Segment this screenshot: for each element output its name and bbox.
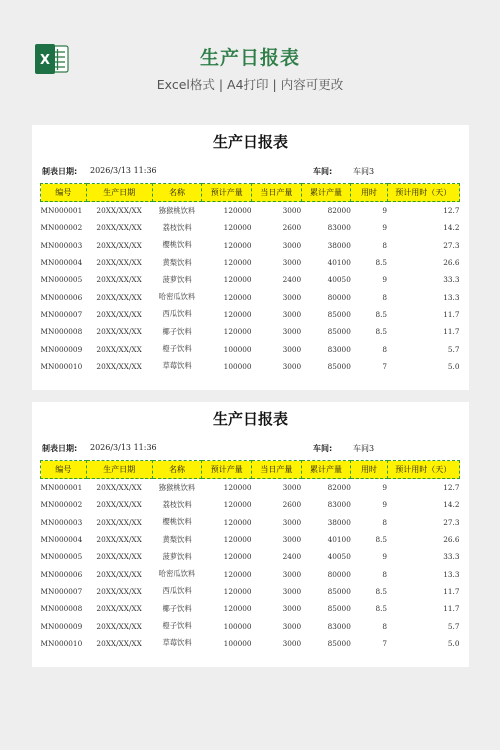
table-row [41, 531, 460, 548]
date-label: 制表日期: [42, 444, 78, 453]
table-row [41, 306, 460, 323]
cell-date: 20XX/XX/XX [96, 344, 142, 354]
cell-cumulative: 83000 [327, 344, 351, 354]
cell-planned: 120000 [223, 206, 252, 216]
cell-planned: 120000 [223, 240, 252, 250]
cell-est-days: 26.6 [443, 535, 460, 545]
cell-est-days: 33.3 [443, 275, 460, 285]
table-row [41, 548, 460, 565]
cell-date: 20XX/XX/XX [96, 638, 142, 648]
table-row [41, 271, 460, 288]
cell-time: 7 [382, 361, 388, 371]
cell-date: 20XX/XX/XX [96, 500, 142, 510]
cell-daily: 3000 [282, 258, 302, 268]
cell-daily: 3000 [282, 621, 302, 631]
sheet-title: 生产日报表 [212, 133, 288, 151]
date-label: 制表日期: [42, 167, 78, 176]
cell-time: 9 [382, 275, 388, 285]
cell-est-days: 12.7 [443, 206, 460, 216]
cell-id: MN000001 [40, 483, 83, 493]
column-header: 编号 [41, 184, 87, 202]
column-header: 用时 [351, 461, 387, 479]
cell-date: 20XX/XX/XX [96, 586, 142, 596]
workshop-value: 车间3 [353, 167, 375, 176]
cell-time: 8 [382, 292, 388, 302]
cell-time: 9 [382, 206, 388, 216]
cell-time: 8.5 [375, 604, 388, 614]
cell-daily: 3000 [282, 604, 302, 614]
report-sheet-preview [32, 402, 469, 667]
cell-time: 8 [382, 569, 388, 579]
table-row [41, 219, 460, 236]
cell-daily: 3000 [282, 361, 302, 371]
cell-name: 西瓜饮料 [162, 586, 192, 596]
cell-date: 20XX/XX/XX [96, 569, 142, 579]
cell-name: 猕猴桃饮料 [158, 482, 196, 492]
cell-planned: 120000 [223, 586, 252, 596]
cell-time: 9 [382, 552, 388, 562]
cell-time: 8.5 [375, 535, 388, 545]
table-row [41, 358, 460, 375]
cell-cumulative: 82000 [327, 206, 351, 216]
column-header: 用时 [351, 184, 387, 202]
table-row [41, 479, 460, 497]
column-header: 名称 [152, 184, 202, 202]
cell-time: 8 [382, 344, 388, 354]
cell-time: 8.5 [375, 586, 388, 596]
cell-planned: 120000 [223, 569, 252, 579]
cell-est-days: 13.3 [443, 292, 460, 302]
column-header: 生产日期 [86, 184, 152, 202]
table-row [41, 237, 460, 254]
table-row [41, 254, 460, 271]
excel-logo-letter: X [39, 53, 51, 68]
report-sheet-preview [32, 125, 469, 390]
cell-est-days: 11.7 [443, 586, 460, 596]
cell-time: 8 [382, 621, 388, 631]
cell-planned: 120000 [223, 500, 252, 510]
column-header: 编号 [41, 461, 87, 479]
cell-name: 荔枝饮料 [162, 222, 192, 232]
cell-name: 哈密瓜饮料 [158, 569, 196, 579]
cell-est-days: 11.7 [443, 309, 460, 319]
cell-time: 8.5 [375, 327, 388, 337]
cell-date: 20XX/XX/XX [96, 309, 142, 319]
cell-id: MN000004 [40, 258, 83, 268]
page-subtitle: Excel格式 | A4打印 | 内容可更改 [156, 77, 344, 92]
cell-est-days: 14.2 [443, 500, 460, 510]
cell-daily: 3000 [282, 586, 302, 596]
cell-planned: 120000 [223, 292, 252, 302]
column-header: 预计产量 [202, 184, 252, 202]
table-header-row [41, 461, 460, 479]
cell-daily: 3000 [282, 309, 302, 319]
column-header: 预计产量 [202, 461, 252, 479]
cell-name: 菠萝饮料 [162, 274, 192, 284]
cell-est-days: 13.3 [443, 569, 460, 579]
column-header: 当日产量 [252, 461, 302, 479]
cell-planned: 100000 [223, 621, 252, 631]
cell-time: 7 [382, 638, 388, 648]
cell-id: MN000003 [40, 240, 83, 250]
column-header: 名称 [152, 461, 202, 479]
cell-id: MN000008 [40, 327, 83, 337]
cell-time: 9 [382, 223, 388, 233]
cell-name: 哈密瓜饮料 [158, 292, 196, 302]
cell-cumulative: 85000 [327, 604, 351, 614]
cell-id: MN000007 [40, 309, 83, 319]
cell-cumulative: 85000 [327, 361, 351, 371]
cell-name: 椰子饮料 [162, 603, 192, 613]
cell-daily: 3000 [282, 517, 302, 527]
cell-est-days: 5.0 [447, 361, 460, 371]
cell-planned: 100000 [223, 638, 252, 648]
cell-planned: 120000 [223, 604, 252, 614]
cell-cumulative: 85000 [327, 638, 351, 648]
table-row [41, 288, 460, 305]
column-header: 预计用时（天） [387, 184, 459, 202]
cell-planned: 100000 [223, 361, 252, 371]
cell-id: MN000010 [40, 638, 83, 648]
cell-est-days: 14.2 [443, 223, 460, 233]
cell-name: 荔枝饮料 [162, 499, 192, 509]
table-header-row [41, 184, 460, 202]
cell-cumulative: 85000 [327, 327, 351, 337]
cell-est-days: 12.7 [443, 483, 460, 493]
cell-est-days: 33.3 [443, 552, 460, 562]
cell-time: 8 [382, 240, 388, 250]
cell-daily: 2600 [282, 223, 302, 233]
cell-date: 20XX/XX/XX [96, 361, 142, 371]
cell-date: 20XX/XX/XX [96, 275, 142, 285]
cell-planned: 120000 [223, 483, 252, 493]
date-value: 2026/3/13 11:36 [90, 166, 157, 175]
cell-planned: 120000 [223, 327, 252, 337]
cell-planned: 100000 [223, 344, 252, 354]
cell-daily: 3000 [282, 292, 302, 302]
cell-planned: 120000 [223, 552, 252, 562]
cell-id: MN000001 [40, 206, 83, 216]
cell-date: 20XX/XX/XX [96, 552, 142, 562]
cell-name: 橙子饮料 [162, 621, 192, 631]
cell-name: 樱桃饮料 [162, 240, 192, 250]
cell-daily: 2400 [282, 275, 302, 285]
cell-planned: 120000 [223, 535, 252, 545]
cell-cumulative: 40050 [327, 275, 351, 285]
cell-cumulative: 82000 [327, 483, 351, 493]
cell-name: 黄梨饮料 [162, 534, 192, 544]
table-row [41, 600, 460, 617]
cell-cumulative: 40050 [327, 552, 351, 562]
cell-est-days: 5.7 [447, 344, 460, 354]
cell-cumulative: 83000 [327, 500, 351, 510]
date-value: 2026/3/13 11:36 [90, 443, 157, 452]
cell-cumulative: 83000 [327, 223, 351, 233]
cell-name: 菠萝饮料 [162, 551, 192, 561]
cell-name: 樱桃饮料 [162, 517, 192, 527]
cell-id: MN000005 [40, 552, 83, 562]
cell-est-days: 5.0 [447, 638, 460, 648]
cell-cumulative: 40100 [327, 535, 351, 545]
cell-id: MN000006 [40, 569, 83, 579]
workshop-value: 车间3 [353, 444, 375, 453]
cell-cumulative: 38000 [327, 517, 351, 527]
cell-name: 橙子饮料 [162, 344, 192, 354]
table-row [41, 635, 460, 652]
cell-id: MN000008 [40, 604, 83, 614]
cell-name: 椰子饮料 [162, 326, 192, 336]
cell-time: 9 [382, 500, 388, 510]
table-row [41, 496, 460, 513]
cell-time: 8.5 [375, 258, 388, 268]
cell-planned: 120000 [223, 223, 252, 233]
sheet-title: 生产日报表 [212, 410, 288, 428]
cell-planned: 120000 [223, 275, 252, 285]
cell-cumulative: 80000 [327, 292, 351, 302]
cell-date: 20XX/XX/XX [96, 535, 142, 545]
cell-daily: 2600 [282, 500, 302, 510]
cell-name: 西瓜饮料 [162, 309, 192, 319]
table-row [41, 514, 460, 531]
cell-date: 20XX/XX/XX [96, 483, 142, 493]
table-row [41, 323, 460, 340]
table-row [41, 565, 460, 582]
cell-cumulative: 80000 [327, 569, 351, 579]
cell-id: MN000009 [40, 621, 83, 631]
cell-date: 20XX/XX/XX [96, 292, 142, 302]
table-row [41, 583, 460, 600]
cell-est-days: 26.6 [443, 258, 460, 268]
cell-name: 草莓饮料 [162, 361, 192, 371]
cell-cumulative: 85000 [327, 309, 351, 319]
cell-id: MN000005 [40, 275, 83, 285]
cell-date: 20XX/XX/XX [96, 621, 142, 631]
column-header: 生产日期 [86, 461, 152, 479]
cell-date: 20XX/XX/XX [96, 327, 142, 337]
page-title: 生产日报表 [199, 47, 300, 69]
cell-planned: 120000 [223, 309, 252, 319]
cell-cumulative: 85000 [327, 586, 351, 596]
cell-id: MN000002 [40, 223, 83, 233]
cell-time: 8.5 [375, 309, 388, 319]
cell-date: 20XX/XX/XX [96, 223, 142, 233]
cell-date: 20XX/XX/XX [96, 206, 142, 216]
cell-planned: 120000 [223, 517, 252, 527]
column-header: 累计产量 [301, 461, 351, 479]
cell-date: 20XX/XX/XX [96, 517, 142, 527]
table-row [41, 617, 460, 634]
cell-date: 20XX/XX/XX [96, 240, 142, 250]
cell-id: MN000004 [40, 535, 83, 545]
cell-cumulative: 38000 [327, 240, 351, 250]
production-table [40, 460, 460, 652]
cell-est-days: 11.7 [443, 327, 460, 337]
cell-daily: 3000 [282, 569, 302, 579]
cell-daily: 3000 [282, 206, 302, 216]
cell-daily: 2400 [282, 552, 302, 562]
cell-id: MN000010 [40, 361, 83, 371]
cell-name: 黄梨饮料 [162, 257, 192, 267]
cell-date: 20XX/XX/XX [96, 604, 142, 614]
column-header: 累计产量 [301, 184, 351, 202]
cell-est-days: 27.3 [443, 240, 460, 250]
cell-est-days: 27.3 [443, 517, 460, 527]
column-header: 预计用时（天） [387, 461, 459, 479]
cell-est-days: 11.7 [443, 604, 460, 614]
cell-name: 草莓饮料 [162, 638, 192, 648]
cell-daily: 3000 [282, 240, 302, 250]
cell-time: 8 [382, 517, 388, 527]
cell-cumulative: 83000 [327, 621, 351, 631]
cell-planned: 120000 [223, 258, 252, 268]
workshop-label: 车间: [313, 167, 333, 176]
workshop-label: 车间: [313, 444, 333, 453]
cell-time: 9 [382, 483, 388, 493]
cell-date: 20XX/XX/XX [96, 258, 142, 268]
cell-id: MN000006 [40, 292, 83, 302]
cell-daily: 3000 [282, 638, 302, 648]
cell-id: MN000002 [40, 500, 83, 510]
column-header: 当日产量 [252, 184, 302, 202]
cell-cumulative: 40100 [327, 258, 351, 268]
cell-daily: 3000 [282, 344, 302, 354]
cell-id: MN000007 [40, 586, 83, 596]
table-row [41, 202, 460, 220]
cell-id: MN000003 [40, 517, 83, 527]
cell-name: 猕猴桃饮料 [158, 205, 196, 215]
cell-est-days: 5.7 [447, 621, 460, 631]
production-table [40, 183, 460, 375]
cell-daily: 3000 [282, 483, 302, 493]
cell-daily: 3000 [282, 327, 302, 337]
cell-id: MN000009 [40, 344, 83, 354]
table-row [41, 340, 460, 357]
cell-daily: 3000 [282, 535, 302, 545]
